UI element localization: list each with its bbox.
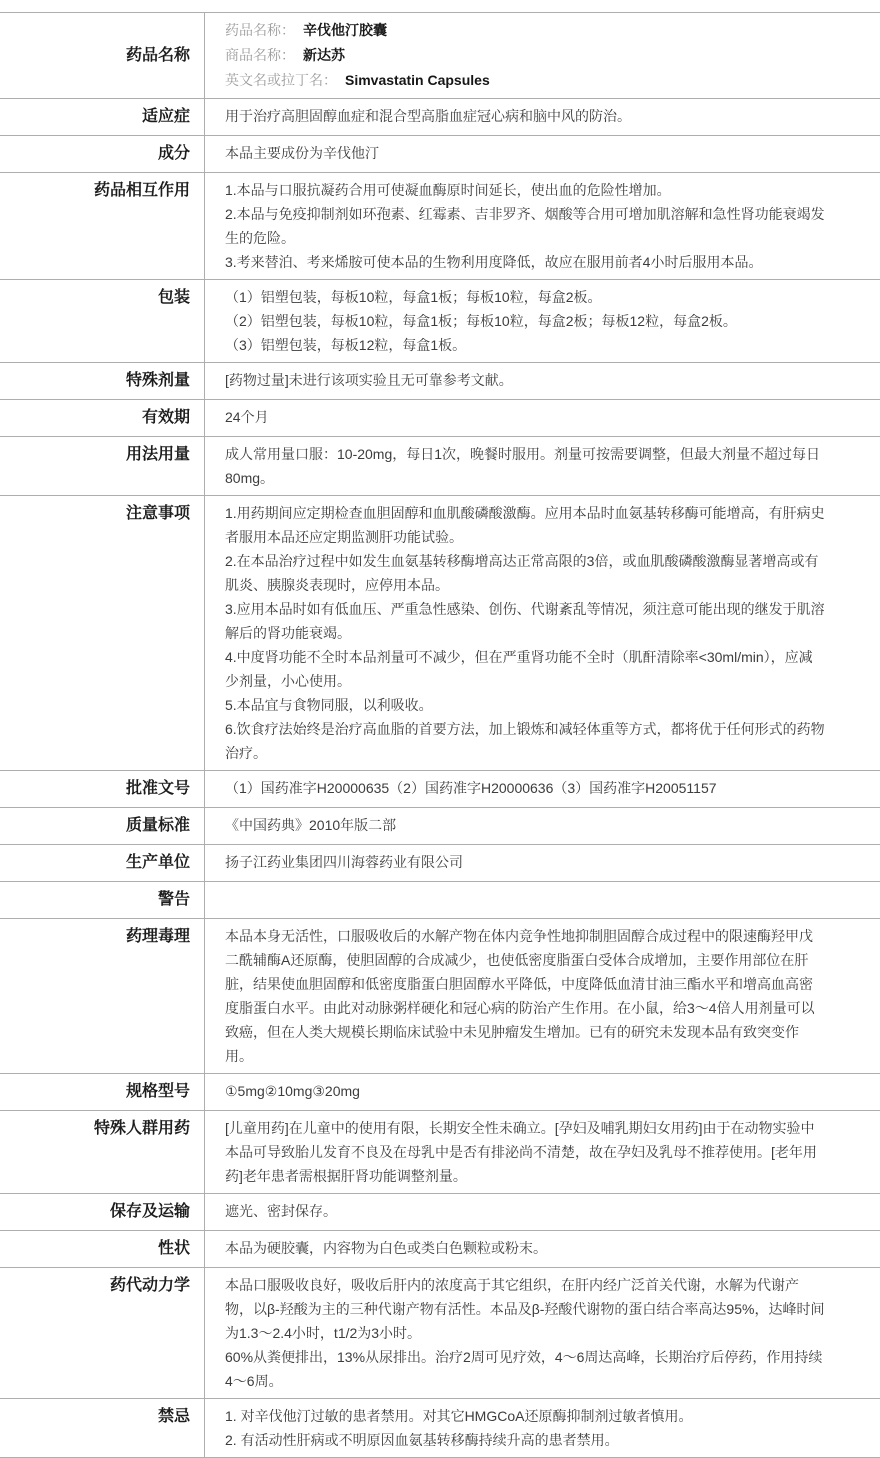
paragraph: 2.本品与免疫抑制剂如环孢素、红霉素、吉非罗齐、烟酸等合用可增加肌溶解和急性肾功能衰竭发生的危险。 [225, 206, 825, 246]
row-content-manufacturer [205, 845, 880, 881]
row-content-packaging [205, 280, 880, 362]
row-label-text: 警告 [157, 891, 190, 908]
row-label-manufacturer [0, 845, 205, 881]
table-row-pharmacokinetics [0, 1268, 880, 1399]
row-content-shelf-life [205, 400, 880, 436]
row-content-storage-transport [205, 1194, 880, 1230]
row-label-description [0, 1231, 205, 1267]
field-value: 新达苏 [303, 47, 345, 63]
row-label-text: 适应症 [141, 108, 190, 125]
table-row-drug-name [0, 13, 880, 99]
paragraph: 用于治疗高胆固醇血症和混合型高脂血症冠心病和脑中风的防治。 [225, 108, 631, 124]
row-content-ingredients [205, 136, 880, 172]
row-label-text: 药品名称 [125, 46, 190, 64]
row-label-drug-name [0, 13, 205, 98]
table-row-precautions [0, 496, 880, 771]
table-row-approval-number [0, 771, 880, 808]
row-label-pharmacokinetics [0, 1268, 205, 1398]
paragraph: [药物过量]未进行该项实验且无可靠参考文献。 [225, 372, 513, 388]
field-key: 英文名或拉丁名： [225, 72, 337, 88]
paragraph: 本品为硬胶囊，内容物为白色或类白色颗粒或粉末。 [225, 1240, 547, 1256]
row-label-contraindications [0, 1399, 205, 1457]
table-row-drug-interactions [0, 173, 880, 280]
row-label-dosage-usage [0, 437, 205, 495]
paragraph: 本品主要成份为辛伐他汀 [225, 145, 379, 161]
row-label-text: 有效期 [141, 409, 190, 426]
table-row-special-dosage [0, 363, 880, 400]
row-content-dosage-usage [205, 437, 880, 495]
row-label-indications [0, 99, 205, 135]
paragraph: 4.中度肾功能不全时本品剂量可不减少，但在严重肾功能不全时（肌酐清除率<30ml/min），应减少剂量，小心使用。 [225, 649, 813, 689]
row-content-approval-number [205, 771, 880, 807]
row-label-text: 成分 [157, 145, 190, 162]
row-label-text: 药品相互作用 [93, 182, 190, 199]
trade-name-line [225, 43, 825, 68]
table-row-description [0, 1231, 880, 1268]
row-content-pharmacokinetics [205, 1268, 880, 1398]
paragraph: 1.本品与口服抗凝药合用可使凝血酶原时间延长，使出血的危险性增加。 [225, 182, 671, 198]
row-content-warning [205, 882, 880, 918]
row-label-text: 药理毒理 [125, 928, 190, 945]
row-label-shelf-life [0, 400, 205, 436]
paragraph: 1. 对辛伐他汀过敏的患者禁用。对其它HMGCoA还原酶抑制剂过敏者慎用。 [225, 1408, 693, 1424]
row-content-special-dosage [205, 363, 880, 399]
row-content-precautions [205, 496, 880, 770]
row-label-ingredients [0, 136, 205, 172]
table-row-shelf-life [0, 400, 880, 437]
paragraph: 60%从粪便排出，13%从尿排出。治疗2周可见疗效，4～6周达高峰，长期治疗后停药，作用持续4～6周。 [225, 1349, 823, 1389]
row-label-storage-transport [0, 1194, 205, 1230]
table-row-special-populations [0, 1111, 880, 1194]
paragraph: [儿童用药]在儿童中的使用有限，长期安全性未确立。[孕妇及哺乳期妇女用药]由于在动物实验中本品可导致胎儿发育不良及在母乳中是否有排泌尚不清楚，故在孕妇及乳母不推荐使用。[老年用药]老年患者需根据肝肾功能调整剂量。 [225, 1120, 817, 1184]
row-content-pharmacology-toxicology [205, 919, 880, 1073]
row-label-text: 性状 [157, 1240, 190, 1257]
table-row-manufacturer [0, 845, 880, 882]
row-label-special-dosage [0, 363, 205, 399]
drug-name-line [225, 18, 825, 43]
row-content-specification [205, 1074, 880, 1110]
field-key: 药品名称： [225, 22, 295, 38]
field-key: 商品名称： [225, 47, 295, 63]
paragraph: 本品本身无活性，口服吸收后的水解产物在体内竞争性地抑制胆固醇合成过程中的限速酶羟甲戊二酰辅酶A还原酶，使胆固醇的合成减少，也使低密度脂蛋白受体合成增加，主要作用部位在肝脏，结果使血胆固醇和低密度脂蛋白胆固醇水平降低，中度降低血清甘油三酯水平和增高血高密度脂蛋白水平。由此对动脉粥样硬化和冠心病的防治产生作用。在小鼠，给3～4倍人用剂量可以致癌，但在人类大规模长期临床试验中未见肿瘤发生增加。已有的研究未发现本品有致突变作用。 [225, 928, 815, 1064]
row-content-quality-standard [205, 808, 880, 844]
row-label-text: 特殊人群用药 [93, 1120, 190, 1137]
row-label-text: 包装 [157, 289, 190, 306]
paragraph: 2.在本品治疗过程中如发生血氨基转移酶增高达正常高限的3倍，或血肌酸磷酸激酶显著增高或有肌炎、胰腺炎表现时，应停用本品。 [225, 553, 819, 593]
paragraph: （1）国药准字H20000635（2）国药准字H20000636（3）国药准字H20051157 [225, 780, 717, 796]
paragraph: （3）铝塑包装，每板12粒，每盒1板。 [225, 337, 467, 353]
row-label-text: 注意事项 [125, 505, 190, 522]
paragraph: 5.本品宜与食物同服，以利吸收。 [225, 697, 433, 713]
table-row-pharmacology-toxicology [0, 919, 880, 1074]
row-label-text: 生产单位 [125, 854, 190, 871]
row-content-drug-interactions [205, 173, 880, 279]
table-row-contraindications [0, 1399, 880, 1458]
paragraph: （2）铝塑包装，每板10粒，每盒1板；每板10粒，每盒2板；每板12粒，每盒2板。 [225, 313, 737, 329]
row-label-text: 药代动力学 [109, 1277, 190, 1294]
field-value: Simvastatin Capsules [345, 72, 490, 88]
row-label-pharmacology-toxicology [0, 919, 205, 1073]
paragraph: 6.饮食疗法始终是治疗高血脂的首要方法，加上锻炼和减轻体重等方式，都将优于任何形式的药物治疗。 [225, 721, 825, 761]
row-label-drug-interactions [0, 173, 205, 279]
paragraph: 成人常用量口服：10-20mg，每日1次，晚餐时服用。剂量可按需要调整，但最大剂量不超过每日80mg。 [225, 446, 821, 486]
table-row-warning [0, 882, 880, 919]
field-value: 辛伐他汀胶囊 [303, 22, 387, 38]
row-label-text: 保存及运输 [109, 1203, 190, 1220]
row-content-indications [205, 99, 880, 135]
table-row-specification [0, 1074, 880, 1111]
row-content-drug-name [205, 13, 880, 98]
paragraph: ①5mg②10mg③20mg [225, 1083, 360, 1099]
row-label-precautions [0, 496, 205, 770]
paragraph: 扬子江药业集团四川海蓉药业有限公司 [225, 854, 463, 870]
paragraph: 《中国药典》2010年版二部 [225, 817, 397, 833]
paragraph: 本品口服吸收良好，吸收后肝内的浓度高于其它组织，在肝内经广泛首关代谢，水解为代谢产物，以β-羟酸为主的三种代谢产物有活性。本品及β-羟酸代谢物的蛋白结合率高达95%，达峰时间为1.3～2.4小时，t1/2为3小时。 [225, 1277, 825, 1341]
paragraph: 24个月 [225, 409, 269, 425]
table-row-ingredients [0, 136, 880, 173]
row-content-description [205, 1231, 880, 1267]
row-label-text: 批准文号 [125, 780, 190, 797]
row-label-specification [0, 1074, 205, 1110]
row-content-contraindications [205, 1399, 880, 1457]
paragraph: （1）铝塑包装，每板10粒，每盒1板；每板10粒，每盒2板。 [225, 289, 602, 305]
row-label-quality-standard [0, 808, 205, 844]
row-label-text: 禁忌 [157, 1408, 190, 1425]
row-content-special-populations [205, 1111, 880, 1193]
paragraph: 2. 有活动性肝病或不明原因血氨基转移酶持续升高的患者禁用。 [225, 1432, 619, 1448]
paragraph: 3.应用本品时如有低血压、严重急性感染、创伤、代谢紊乱等情况，须注意可能出现的继发于肌溶解后的肾功能衰竭。 [225, 601, 825, 641]
row-label-warning [0, 882, 205, 918]
table-row-quality-standard [0, 808, 880, 845]
paragraph: 1.用药期间应定期检查血胆固醇和血肌酸磷酸激酶。应用本品时血氨基转移酶可能增高，有肝病史者服用本品还应定期监测肝功能试验。 [225, 505, 825, 545]
english-name-line [225, 68, 825, 93]
drug-info-table [0, 12, 880, 1458]
row-label-special-populations [0, 1111, 205, 1193]
paragraph: 3.考来替泊、考来烯胺可使本品的生物利用度降低，故应在服用前者4小时后服用本品。 [225, 254, 763, 270]
table-row-indications [0, 99, 880, 136]
paragraph: 遮光、密封保存。 [225, 1203, 337, 1219]
row-label-text: 用法用量 [125, 446, 190, 463]
row-label-text: 特殊剂量 [125, 372, 190, 389]
row-label-packaging [0, 280, 205, 362]
row-label-text: 规格型号 [125, 1083, 190, 1100]
table-row-dosage-usage [0, 437, 880, 496]
row-label-approval-number [0, 771, 205, 807]
table-row-storage-transport [0, 1194, 880, 1231]
row-label-text: 质量标准 [125, 817, 190, 834]
table-row-packaging [0, 280, 880, 363]
